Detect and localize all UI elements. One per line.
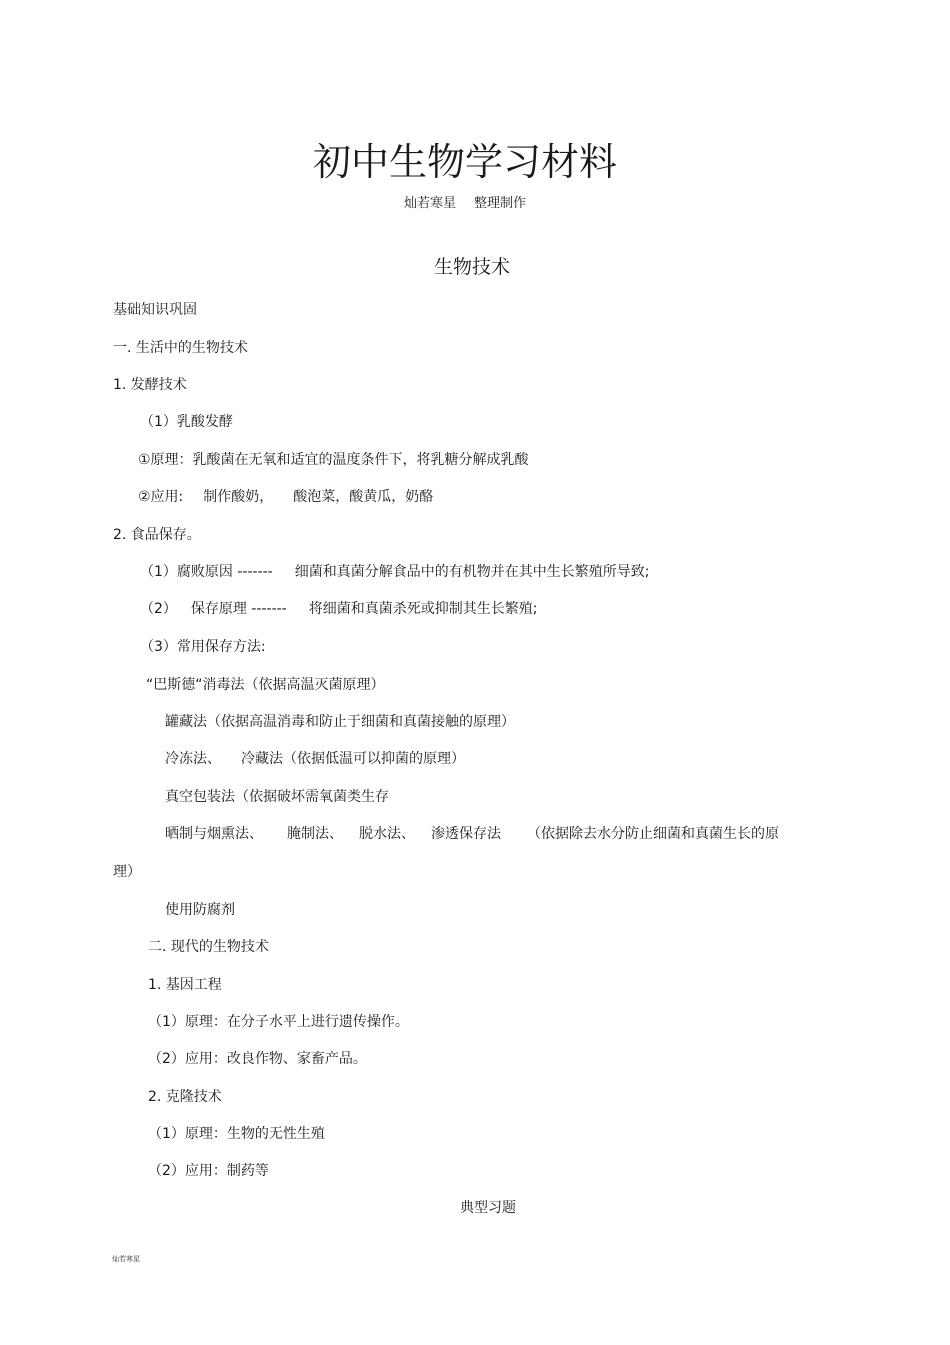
author-name: 灿若寒星 xyxy=(403,196,456,211)
text-segment: 脱水法、 xyxy=(359,826,415,842)
text-segment: 制作酸奶， xyxy=(203,489,274,505)
item-lactic-fermentation: （1）乳酸发酵 xyxy=(140,414,233,430)
item-preservation-methods: （3）常用保存方法: xyxy=(140,639,266,655)
item-cloning-principle: （1）原理：生物的无性生殖 xyxy=(148,1126,325,1142)
heading-genetic-engineering: 1. 基因工程 xyxy=(148,977,222,993)
text-segment: （1）腐败原因 ------- xyxy=(140,564,273,580)
item-preservation-principle xyxy=(140,600,537,618)
method-freezing xyxy=(165,750,465,768)
text-segment: 酸泡菜，酸黄瓜，奶酪 xyxy=(293,489,434,505)
heading-basics: 基础知识巩固 xyxy=(113,302,197,318)
text-segment: ②应用: xyxy=(138,489,184,505)
item-genetic-principle: （1）原理：在分子水平上进行遗传操作。 xyxy=(148,1014,409,1030)
heading-section-1: 一. 生活中的生物技术 xyxy=(113,340,248,356)
method-pasteurization: “巴斯德“消毒法（依据高温灭菌原理） xyxy=(146,677,385,693)
method-drying-continued: 理） xyxy=(113,864,141,880)
method-drying xyxy=(165,825,779,843)
method-canning: 罐藏法（依据高温消毒和防止于细菌和真菌接触的原理） xyxy=(165,714,515,730)
heading-section-2: 二. 现代的生物技术 xyxy=(148,939,269,955)
text-segment: 晒制与烟熏法、 xyxy=(165,826,263,842)
section-title: 生物技术 xyxy=(433,256,510,278)
heading-fermentation: 1. 发酵技术 xyxy=(113,377,187,393)
text-segment: 腌制法、 xyxy=(287,826,343,842)
text-segment: 冷藏法（依据低温可以抑菌的原理） xyxy=(241,751,465,767)
text-segment: （依据除去水分防止细菌和真菌生长的原 xyxy=(527,826,779,842)
text-segment: 细菌和真菌分解食品中的有机物并在其中生长繁殖所导致; xyxy=(294,564,650,580)
item-principle: ①原理：乳酸菌在无氧和适宜的温度条件下，将乳糖分解成乳酸 xyxy=(138,452,529,468)
page-footer: 灿若寒星 xyxy=(112,1255,140,1263)
text-segment: 保存原理 ------- xyxy=(190,601,287,617)
heading-cloning: 2. 克隆技术 xyxy=(148,1089,222,1105)
heading-food-preservation: 2. 食品保存。 xyxy=(113,527,201,543)
item-spoilage-cause xyxy=(140,563,649,581)
text-segment: 渗透保存法 xyxy=(431,826,501,842)
item-cloning-application: （2）应用：制药等 xyxy=(148,1163,269,1179)
author-role: 整理制作 xyxy=(474,196,527,211)
text-segment: 冷冻法、 xyxy=(165,751,221,767)
method-preservatives: 使用防腐剂 xyxy=(165,902,235,918)
author-line xyxy=(0,195,930,213)
item-genetic-application: （2）应用：改良作物、家畜产品。 xyxy=(148,1051,367,1067)
heading-exercises: 典型习题 xyxy=(460,1200,516,1216)
text-segment: （2） xyxy=(140,601,177,617)
item-application xyxy=(138,488,433,506)
text-segment: 将细菌和真菌杀死或抑制其生长繁殖; xyxy=(308,601,538,617)
document-title: 初中生物学习材料 xyxy=(312,140,617,184)
method-vacuum: 真空包装法（依据破坏需氧菌类生存 xyxy=(165,789,389,805)
